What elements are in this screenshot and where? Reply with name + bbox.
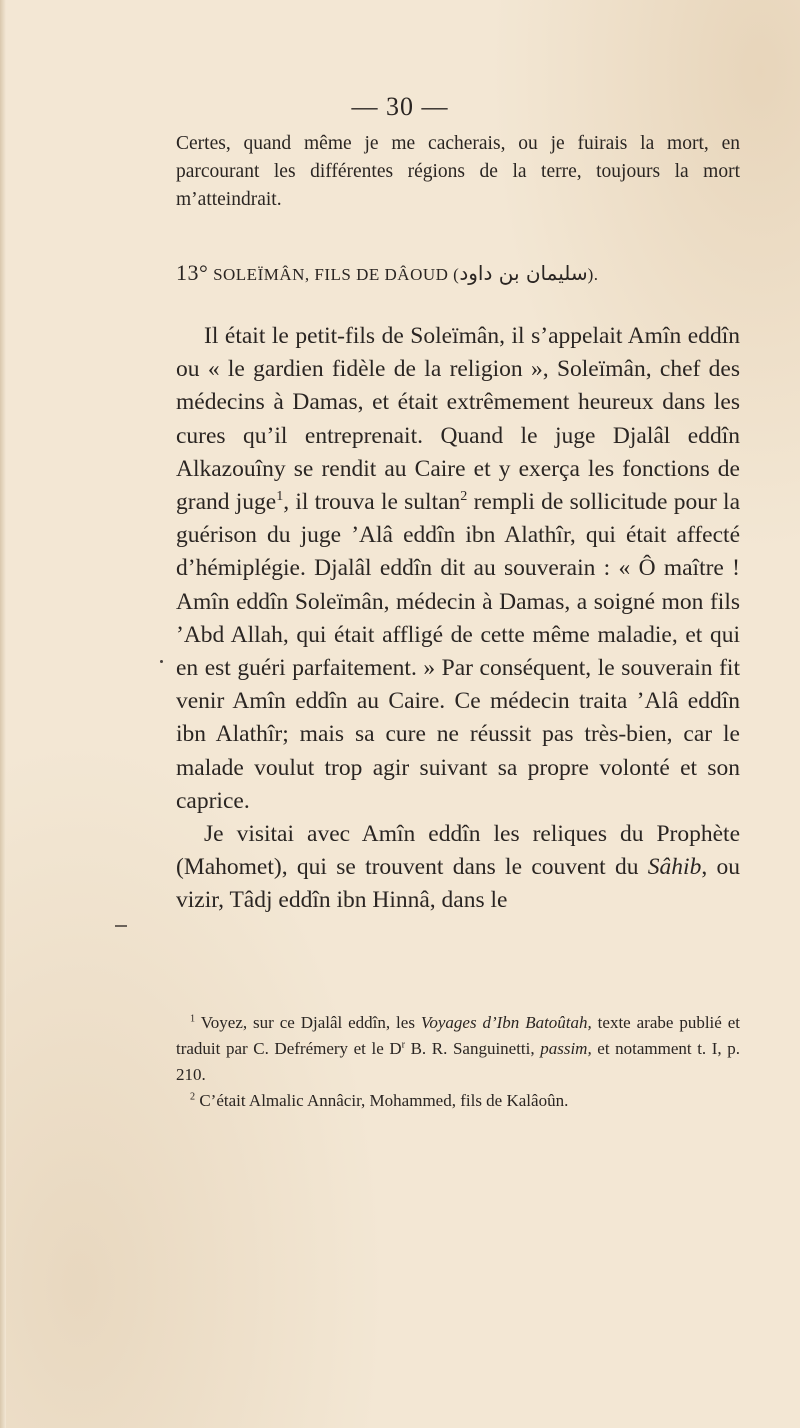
footnote-1-superscript: r: [401, 1039, 406, 1051]
footnote-1-italic-2: passim,: [540, 1039, 592, 1058]
paragraph-2: [176, 818, 740, 918]
section-arabic-name: سليمان بن داود: [459, 261, 588, 285]
section-arabic-open-paren: (: [453, 265, 460, 284]
section-arabic-close-paren: ).: [587, 265, 599, 284]
footnote-2-mark: 2: [190, 1091, 196, 1103]
footnote-1-text-d: et notamment t. I, p. 210.: [176, 1039, 741, 1084]
main-text: [176, 320, 740, 918]
continued-paragraph: Certes, quand même je me cacherais, ou je fuirais la mort, en parcourant les différentes régions de la terre, toujours la mort m’atteindrait.: [176, 133, 740, 210]
footnotes: [176, 1010, 740, 1114]
footnote-1-text-b: texte arabe publié et traduit par C. Defrémery et le D: [176, 1013, 740, 1058]
section-title: SOLEÏMÂN, FILS DE DÂOUD: [213, 265, 449, 284]
footnote-1-italic: Voyages d’Ibn Batoûtah,: [420, 1013, 592, 1032]
section-heading: [176, 258, 740, 290]
page-number: — 30 —: [351, 92, 449, 121]
margin-dot-mark: [160, 660, 163, 663]
footnote-2: [176, 1088, 740, 1114]
paragraph-1: [176, 320, 740, 818]
paragraph-1-part-c: rempli de sollicitude pour la guérison du juge ’Alâ eddîn ibn Alathîr, qui était affecté d’hémiplégie. Djalâl eddîn dit au souverain : « Ô maître ! Amîn eddîn Soleïmân, médecin à Damas, a soigné mon fils ’Abd Allah, qui était affligé de cette même maladie, et qui en est guéri parfaitement. » Par conséquent, le souverain fit venir Amîn eddîn au Caire. Ce médecin traita ’Alâ eddîn ibn Alathîr; mais sa cure ne réussit pas très-bien, car le malade voulut trop agir suivant sa propre volonté et son caprice.: [176, 489, 741, 814]
footnote-ref-2[interactable]: 2: [460, 488, 468, 505]
paragraph-2-part-b: , ou vizir, Tâdj eddîn ibn Hinnâ, dans le: [176, 854, 740, 914]
footnote-1-mark: 1: [190, 1013, 196, 1025]
footnote-1: [176, 1010, 740, 1088]
section-number: 13°: [176, 260, 209, 285]
paragraph-1-part-b: , il trouva le sultan: [283, 489, 461, 516]
footnote-1-text-c: B. R. Sanguinetti,: [405, 1039, 541, 1058]
paragraph-1-part-a: Il était le petit-fils de Soleïmân, il s’appelait Amîn eddîn ou « le gardien fidèle de la religion », Soleïmân, chef des médecins à Damas, et était extrêmement heureux dans les cures qu’il entreprenait. Quand le juge Djalâl eddîn Alkazouîny se rendit au Caire et y exerça les fonctions de grand juge: [176, 323, 740, 516]
paragraph-2-italic: Sâhib: [647, 854, 702, 881]
footnote-1-text-a: Voyez, sur ce Djalâl eddîn, les: [195, 1013, 421, 1032]
margin-dash-mark: [115, 925, 127, 927]
page-binding-edge: [0, 0, 6, 1428]
paragraph-2-part-a: Je visitai avec Amîn eddîn les reliques du Prophète (Mahomet), qui se trouvent dans le couvent du: [176, 821, 740, 881]
footnote-2-text: C’était Almalic Annâcir, Mohammed, fils de Kalâoûn.: [195, 1091, 569, 1110]
footnote-ref-1[interactable]: 1: [276, 488, 284, 505]
